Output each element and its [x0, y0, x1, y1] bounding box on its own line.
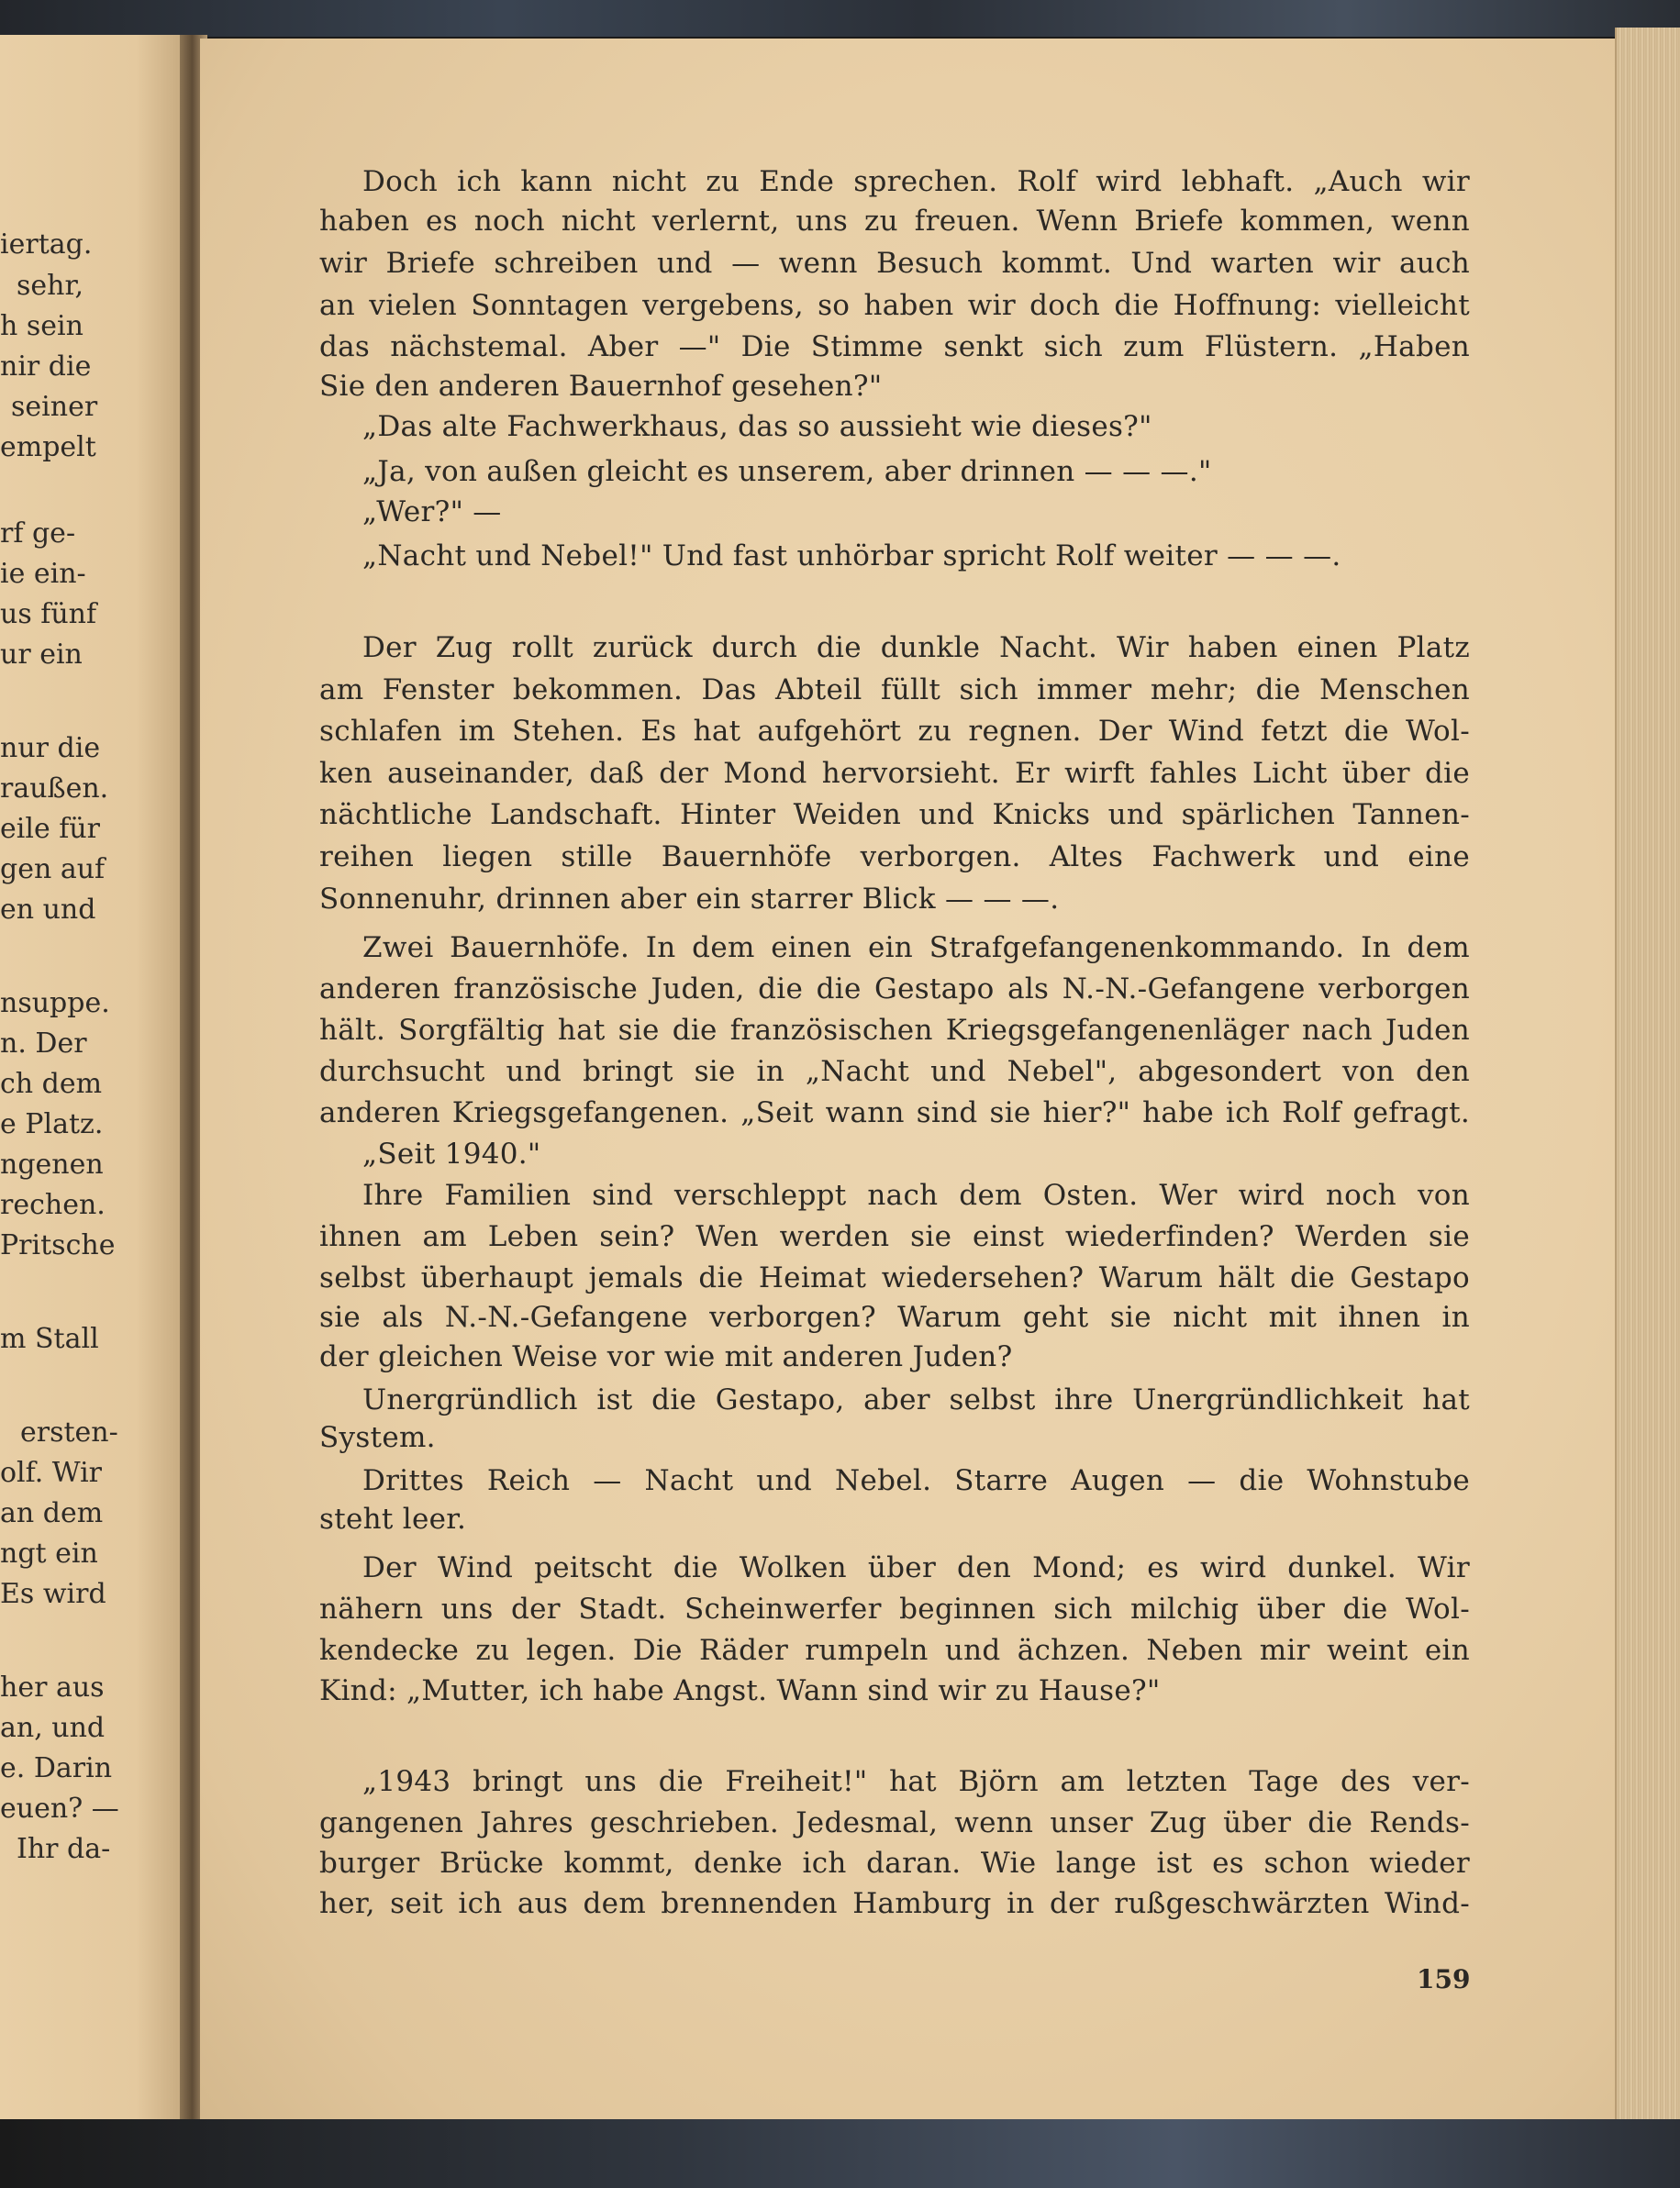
left-page-fragment: h sein [0, 310, 83, 342]
left-page-fragment: nir die [0, 350, 92, 383]
left-page-fragment: Es wird [0, 1578, 106, 1610]
left-page-fragment: nur die [0, 732, 101, 764]
left-page-fragment: eile für [0, 813, 100, 845]
text-line: gangenen Jahres geschrieben. Jedesmal, wenn unser Zug über die Rends- [319, 1806, 1470, 1839]
left-page-fragment: Ihr da- [17, 1833, 111, 1865]
left-page-fragment: iertag. [0, 228, 93, 261]
text-line: reihen liegen stille Bauernhöfe verborgen. Altes Fachwerk und eine [319, 840, 1470, 873]
text-line: ken auseinander, daß der Mond hervorsieht. Er wirft fahles Licht über die [319, 757, 1470, 790]
left-page-fragment: nsuppe. [0, 987, 110, 1019]
left-page-fragment: raußen. [0, 772, 109, 805]
left-page-fragment: e Platz. [0, 1108, 104, 1140]
left-page-fragment: olf. Wir [0, 1457, 103, 1489]
text-line: „Das alte Fachwerkhaus, das so aussieht wie dieses?" [362, 410, 1152, 443]
text-line: Doch ich kann nicht zu Ende sprechen. Rolf wird lebhaft. „Auch wir [362, 165, 1470, 198]
text-line: „1943 bringt uns die Freiheit!" hat Björn am letzten Tage des ver- [362, 1765, 1470, 1798]
book-cover-bottom-edge [0, 2119, 1680, 2188]
text-line: nächtliche Landschaft. Hinter Weiden und Knicks und spärlichen Tannen- [319, 798, 1470, 831]
text-line: durchsucht und bringt sie in „Nacht und Nebel", abgesondert von den [319, 1055, 1470, 1088]
left-page-fragment: her aus [0, 1672, 105, 1704]
left-page-fragment: sehr, [17, 270, 84, 302]
text-line: schlafen im Stehen. Es hat aufgehört zu regnen. Der Wind fetzt die Wol- [319, 715, 1470, 748]
page-edges [1615, 28, 1680, 2128]
left-page-fragment: us fünf [0, 598, 97, 630]
text-line: Drittes Reich — Nacht und Nebel. Starre Augen — die Wohnstube [362, 1464, 1470, 1497]
text-line: System. [319, 1421, 436, 1454]
text-line: anderen Kriegsgefangenen. „Seit wann sind sie hier?" habe ich Rolf gefragt. [319, 1096, 1470, 1129]
page-number: 159 [1417, 1964, 1471, 1994]
left-page-fragment: ch dem [0, 1068, 103, 1100]
text-line: „Nacht und Nebel!" Und fast unhörbar spricht Rolf weiter — — —. [362, 539, 1341, 572]
text-line: kendecke zu legen. Die Räder rumpeln und ächzen. Neben mir weint ein [319, 1634, 1470, 1667]
left-page-fragment: rechen. [0, 1189, 106, 1221]
text-line: Der Zug rollt zurück durch die dunkle Nacht. Wir haben einen Platz [362, 631, 1470, 664]
left-page-fragment: an, und [0, 1712, 106, 1744]
text-line: am Fenster bekommen. Das Abteil füllt sich immer mehr; die Menschen [319, 673, 1470, 706]
text-line: selbst überhaupt jemals die Heimat wiedersehen? Warum hält die Gestapo [319, 1261, 1470, 1294]
left-page-fragment: euen? — [0, 1793, 119, 1825]
left-page [0, 35, 195, 2119]
text-line: anderen französische Juden, die die Gestapo als N.-N.-Gefangene verborgen [319, 972, 1470, 1005]
text-line: sie als N.-N.-Gefangene verborgen? Warum geht sie nicht mit ihnen in [319, 1301, 1470, 1334]
text-line: burger Brücke kommt, denke ich daran. Wie lange ist es schon wieder [319, 1847, 1470, 1880]
left-page-fragment: ngt ein [0, 1538, 98, 1570]
text-line: Zwei Bauernhöfe. In dem einen ein Strafgefangenenkommando. In dem [362, 931, 1470, 964]
text-line: Unergründlich ist die Gestapo, aber selbst ihre Unergründlichkeit hat [362, 1383, 1470, 1416]
text-line: an vielen Sonntagen vergebens, so haben wir doch die Hoffnung: vielleicht [319, 289, 1470, 322]
left-page-fragment: n. Der [0, 1027, 87, 1060]
left-page-fragment: empelt [0, 431, 96, 463]
text-line: der gleichen Weise vor wie mit anderen Juden? [319, 1340, 1013, 1373]
text-line: Kind: „Mutter, ich habe Angst. Wann sind wir zu Hause?" [319, 1674, 1161, 1707]
text-line: wir Briefe schreiben und — wenn Besuch kommt. Und warten wir auch [319, 247, 1470, 280]
text-line: „Seit 1940." [362, 1138, 541, 1171]
text-line: Sie den anderen Bauernhof gesehen?" [319, 370, 883, 403]
left-page-fragment: ur ein [0, 639, 83, 671]
left-page-fragment: en und [0, 894, 96, 926]
left-page-fragment: ngenen [0, 1149, 104, 1181]
left-page-fragment: gen auf [0, 853, 106, 885]
text-line: hält. Sorgfältig hat sie die französischen Kriegsgefangenenläger nach Juden [319, 1014, 1470, 1047]
left-page-fragment: an dem [0, 1497, 104, 1529]
text-line: Sonnenuhr, drinnen aber ein starrer Blick — — —. [319, 883, 1060, 916]
left-page-fragment: e. Darin [0, 1752, 113, 1784]
text-line: „Ja, von außen gleicht es unserem, aber drinnen — — —." [362, 455, 1212, 488]
book-cover-top-edge [0, 0, 1680, 37]
text-line: das nächstemal. Aber —" Die Stimme senkt sich zum Flüstern. „Haben [319, 330, 1470, 363]
text-line: ihnen am Leben sein? Wen werden sie einst wiederfinden? Werden sie [319, 1220, 1470, 1253]
text-line: Der Wind peitscht die Wolken über den Mond; es wird dunkel. Wir [362, 1551, 1470, 1584]
left-page-fragment: Pritsche [0, 1229, 116, 1261]
left-page-fragment: m Stall [0, 1323, 99, 1355]
text-line: Ihre Familien sind verschleppt nach dem Osten. Wer wird noch von [362, 1179, 1470, 1212]
left-page-fragment: seiner [11, 391, 98, 423]
text-line: „Wer?" — [362, 495, 502, 528]
text-line: her, seit ich aus dem brennenden Hamburg in der rußgeschwärzten Wind- [319, 1887, 1470, 1920]
text-line: steht leer. [319, 1503, 467, 1536]
left-page-fragment: ersten- [20, 1416, 118, 1449]
text-line: nähern uns der Stadt. Scheinwerfer beginnen sich milchig über die Wol- [319, 1593, 1470, 1626]
left-page-fragment: rf ge- [0, 517, 76, 550]
text-line: haben es noch nicht verlernt, uns zu freuen. Wenn Briefe kommen, wenn [319, 205, 1470, 238]
left-page-fragment: ie ein- [0, 558, 86, 590]
